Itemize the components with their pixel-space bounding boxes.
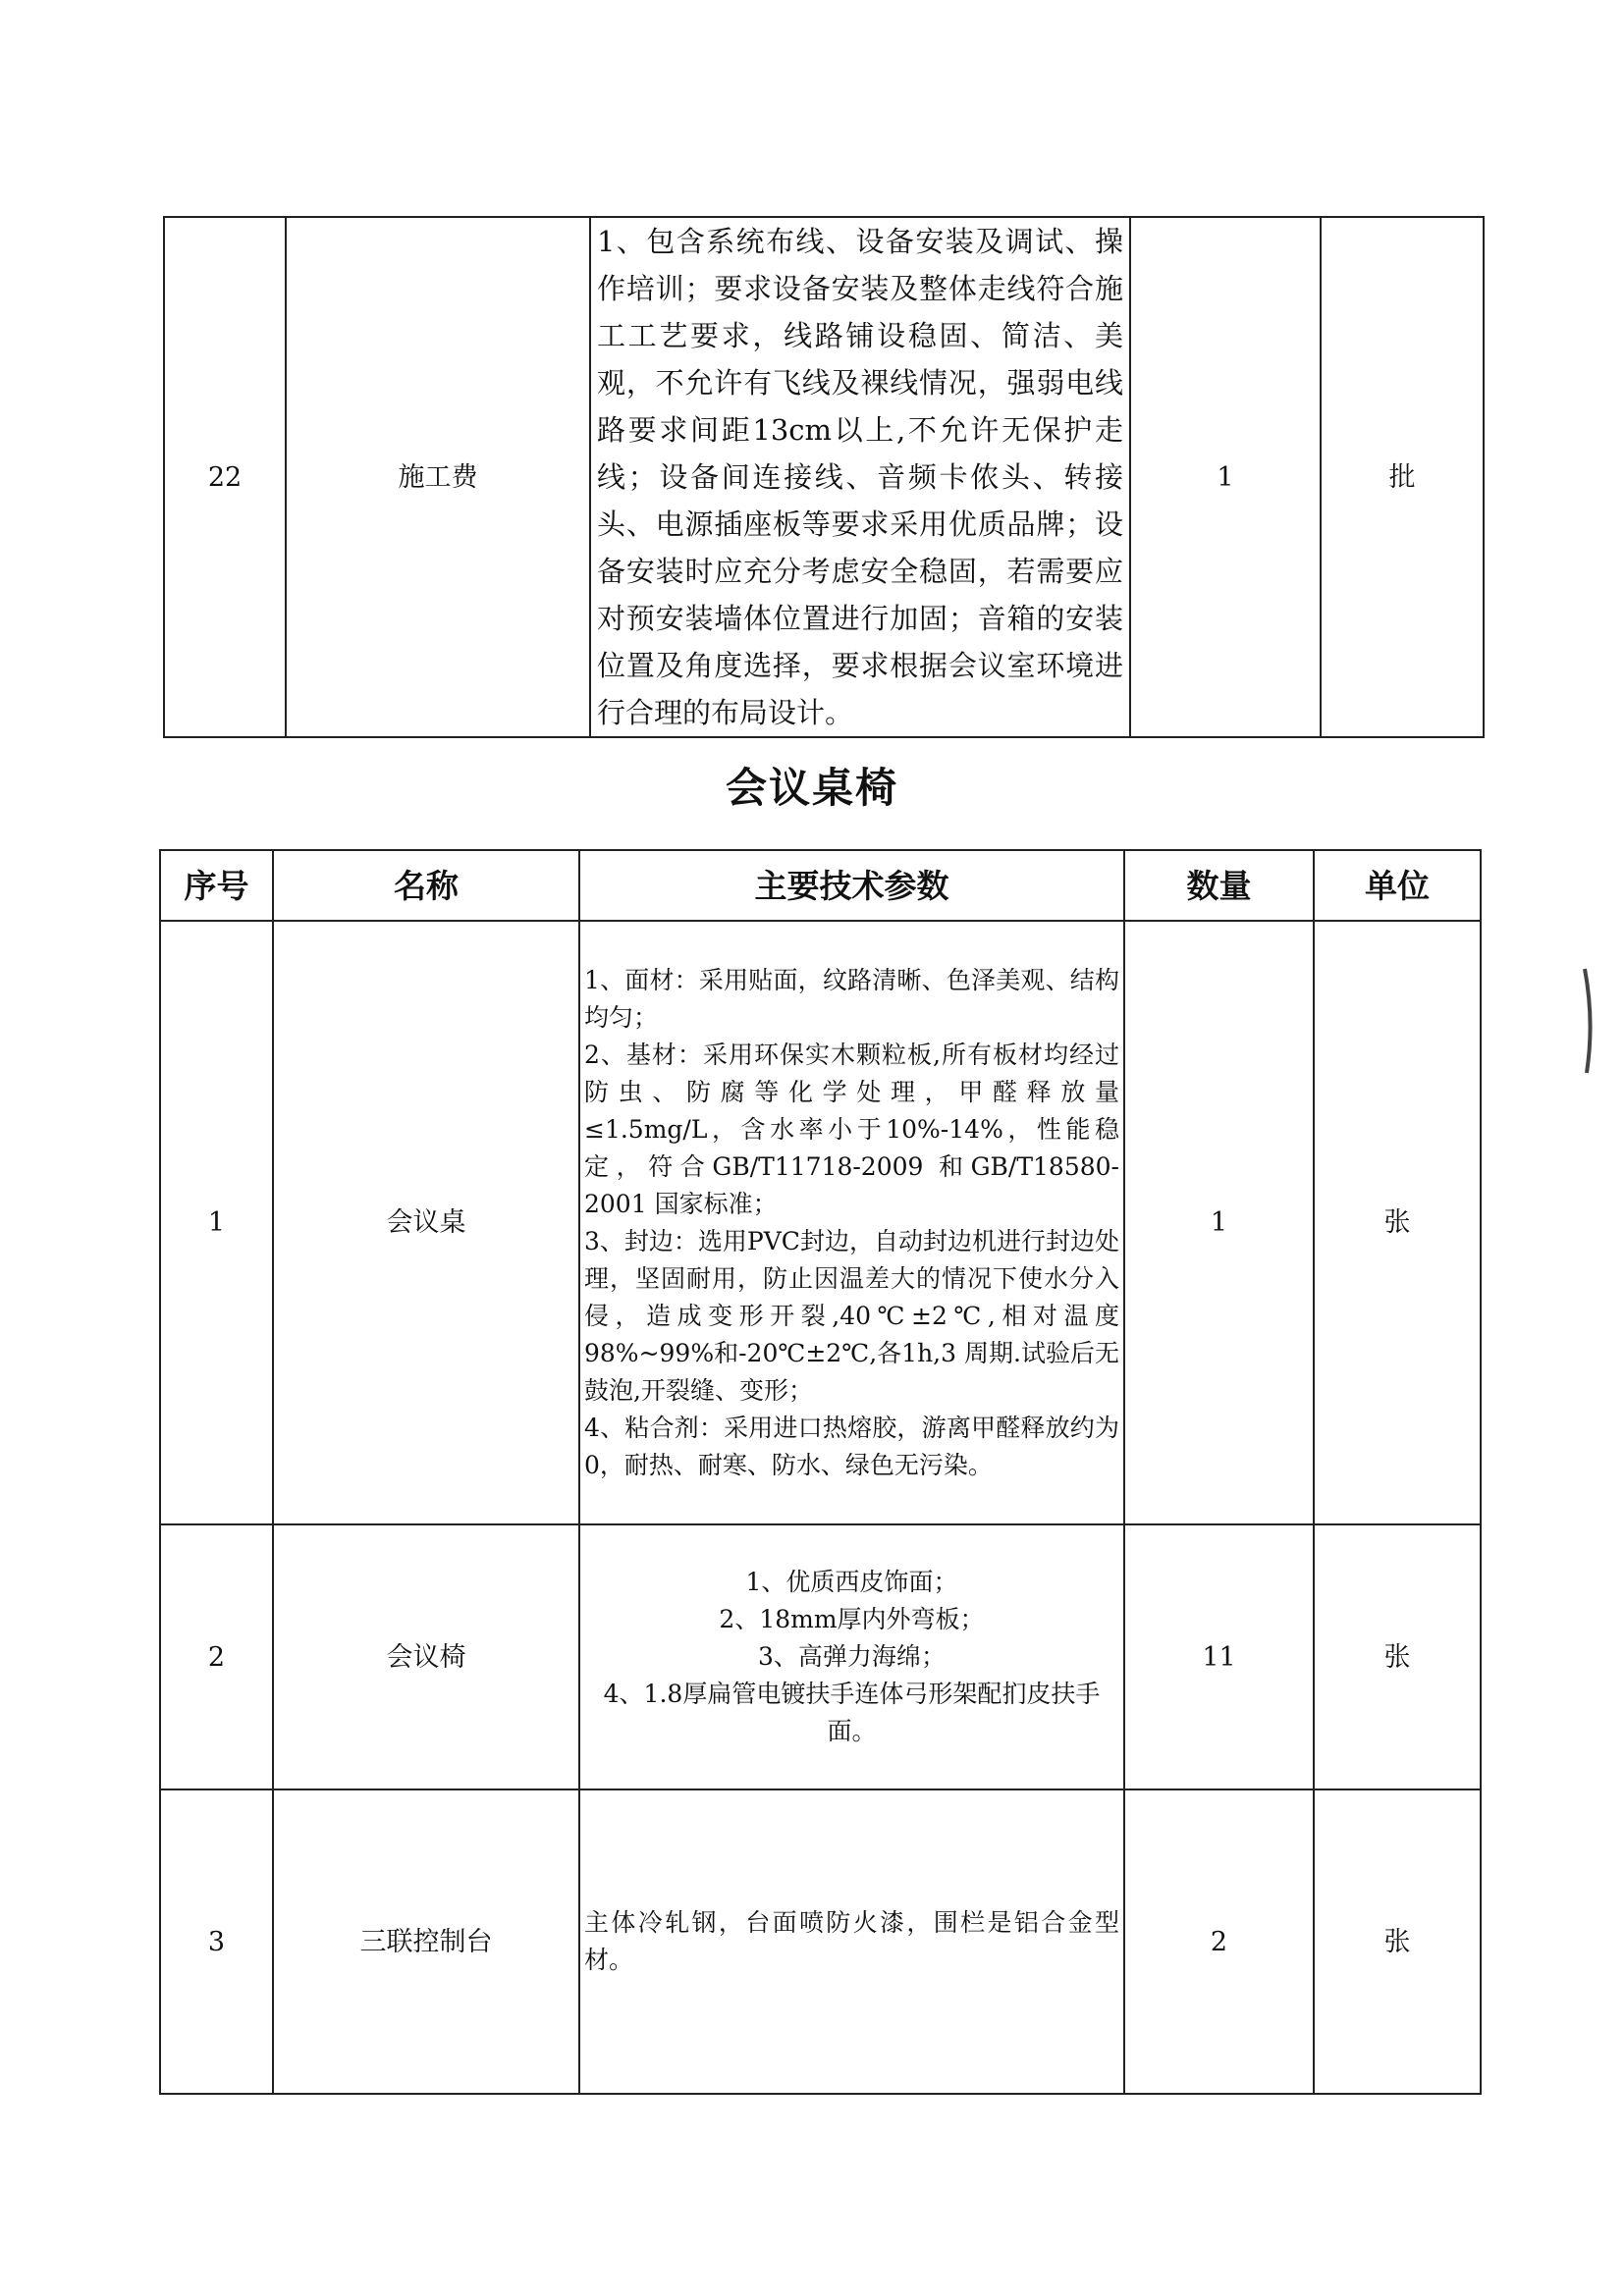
header-number: 序号 [160,850,273,921]
section-title: 会议桌椅 [725,764,898,812]
item-name: 会议桌 [273,921,579,1524]
header-params: 主要技术参数 [579,850,1124,921]
item-params: 1、包含系统布线、设备安装及调试、操作培训；要求设备安装及整体走线符合施工工艺要求，线路铺设稳固、简洁、美观，不允许有飞线及裸线情况，强弱电线路要求间距13cm以上,不允许无保护走线；设备间连接线、音频卡侬头、转接头、电源插座板等要求采用优质品牌；设备安装时应充分考虑安全稳固，若需要应对预安装墙体位置进行加固；音箱的安装位置及角度选择，要求根据会议室环境进行合理的布局设计。 [590,217,1130,737]
item-unit: 张 [1314,1524,1481,1789]
table-row [164,217,1484,737]
row-number: 22 [164,217,286,737]
item-quantity: 11 [1124,1524,1314,1789]
item-name: 施工费 [286,217,590,737]
item-unit: 张 [1314,1789,1481,2094]
item-quantity: 1 [1124,921,1314,1524]
item-params [579,1789,1124,2094]
item-params [579,1524,1124,1789]
item-unit: 批 [1321,217,1484,737]
item-name: 三联控制台 [273,1789,579,2094]
binding-hole-mark [1583,967,1597,1075]
item-name: 会议椅 [273,1524,579,1789]
item-quantity: 2 [1124,1789,1314,2094]
item-quantity: 1 [1130,217,1321,737]
param-line: 4、1.8厚扁管电镀扶手连体弓形架配扪皮扶手面。 [603,1680,1101,1745]
item-unit: 张 [1314,921,1481,1524]
header-unit: 单位 [1314,850,1481,921]
table-row [160,921,1481,1524]
header-name: 名称 [273,850,579,921]
param-line: 2、基材：采用环保实木颗粒板,所有板材均经过防虫、防腐等化学处理，甲醛释放量≤1.5mg/L，含水率小于10%-14%，性能稳定，符合GB/T11718-2009 和GB/T18580-2001 国家标准； [584,1040,1119,1218]
table-row [160,1789,1481,2094]
param-line: 4、粘合剂：采用进口热熔胶，游离甲醛释放约为0，耐热、耐寒、防水、绿色无污染。 [584,1413,1119,1479]
param-line: 3、封边：选用PVC封边，自动封边机进行封边处理，坚固耐用，防止因温差大的情况下使水分入侵，造成变形开裂,40℃±2℃,相对温度98%~99%和-20℃±2℃,各1h,3 周期.试验后无鼓泡,开裂缝、变形； [584,1226,1119,1405]
furniture-spec-table [159,849,1482,2095]
param-line: 3、高弹力海绵； [758,1642,946,1671]
param-line: 1、优质西皮饰面； [745,1568,958,1596]
table-header-row [160,850,1481,921]
param-line: 主体冷轧钢，台面喷防火漆，围栏是铝合金型材。 [584,1908,1119,1974]
row-number: 3 [160,1789,273,2094]
param-line: 2、18mm厚内外弯板； [719,1605,985,1633]
header-quantity: 数量 [1124,850,1314,921]
param-line: 1、面材：采用贴面，纹路清晰、色泽美观、结构均匀； [584,965,1119,1032]
top-spec-table [163,216,1485,738]
table-row [160,1524,1481,1789]
item-params [579,921,1124,1524]
row-number: 1 [160,921,273,1524]
row-number: 2 [160,1524,273,1789]
